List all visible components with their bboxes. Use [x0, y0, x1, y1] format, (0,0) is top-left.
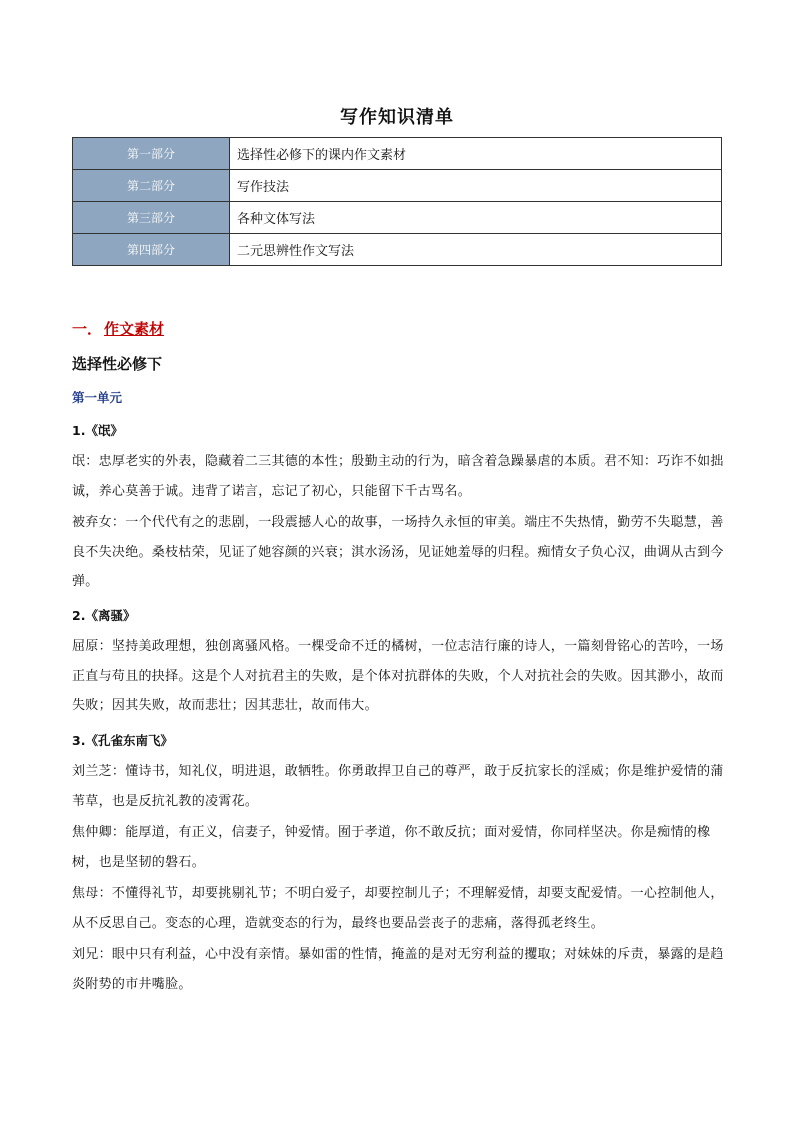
section-heading — [72, 318, 164, 339]
table-row — [73, 138, 722, 170]
unit-heading: 第一单元 — [72, 390, 123, 405]
paragraph: 刘兰芝：懂诗书，知礼仪，明进退，敢牺牲。你勇敢捍卫自己的尊严，敢于反抗家长的淫威；你是维护爱情的蒲苇草，也是反抗礼教的凌霄花。 — [72, 764, 724, 809]
part-description: 各种文体写法 — [230, 202, 722, 234]
section-number: 一． — [72, 320, 103, 338]
paragraph: 屈原：坚持美政理想，独创离骚风格。一棵受命不迁的橘树，一位志洁行廉的诗人，一篇刻骨铭心的苦吟，一场正直与苟且的抉择。这是个人对抗君主的失败，是个体对抗群体的失败，个人对抗社会的失败。因其渺小，故而失败；因其失败，故而悲壮；因其悲壮，故而伟大。 — [72, 639, 724, 713]
item-heading: 2.《离骚》 — [72, 608, 136, 623]
item-heading: 1.《氓》 — [72, 423, 123, 438]
paragraph: 被弃女：一个代代有之的悲剧，一段震撼人心的故事，一场持久永恒的审美。端庄不失热情，勤劳不失聪慧，善良不失决绝。桑枝枯荣，见证了她容颜的兴衰；淇水汤汤，见证她羞辱的归程。痴情女子负心汉，曲调从古到今弹。 — [72, 515, 724, 589]
part-description: 写作技法 — [230, 170, 722, 202]
part-description: 二元思辨性作文写法 — [230, 234, 722, 266]
paragraph: 刘兄：眼中只有利益，心中没有亲情。暴如雷的性情，掩盖的是对无穷利益的攫取；对妹妹的斥责，暴露的是趋炎附势的市井嘴脸。 — [72, 947, 724, 992]
subsection-heading: 选择性必修下 — [72, 355, 163, 373]
table-row — [73, 202, 722, 234]
contents-table — [72, 137, 722, 266]
paragraph: 焦母：不懂得礼节，却要挑剔礼节；不明白爱子，却要控制儿子；不理解爱情，却要支配爱情。一心控制他人，从不反思自己。变态的心理，造就变态的行为，最终也要品尝丧子的悲痛，落得孤老终生。 — [72, 886, 724, 931]
section-label: 作文素材 — [104, 320, 165, 338]
table-row — [73, 234, 722, 266]
part-label: 第二部分 — [73, 170, 230, 202]
item-heading: 3.《孔雀东南飞》 — [72, 733, 173, 748]
paragraph: 氓：忠厚老实的外表，隐藏着二三其德的本性；殷勤主动的行为，暗含着急躁暴虐的本质。君不知：巧诈不如拙诚，养心莫善于诚。违背了诺言，忘记了初心，只能留下千古骂名。 — [72, 454, 724, 499]
table-row — [73, 170, 722, 202]
document-title: 写作知识清单 — [340, 107, 454, 128]
part-label: 第三部分 — [73, 202, 230, 234]
part-label: 第一部分 — [73, 138, 230, 170]
part-description: 选择性必修下的课内作文素材 — [230, 138, 722, 170]
part-label: 第四部分 — [73, 234, 230, 266]
paragraph: 焦仲卿：能厚道，有正义，信妻子，钟爱情。囿于孝道，你不敢反抗；面对爱情，你同样坚决。你是痴情的橡树，也是坚韧的磐石。 — [72, 825, 711, 870]
